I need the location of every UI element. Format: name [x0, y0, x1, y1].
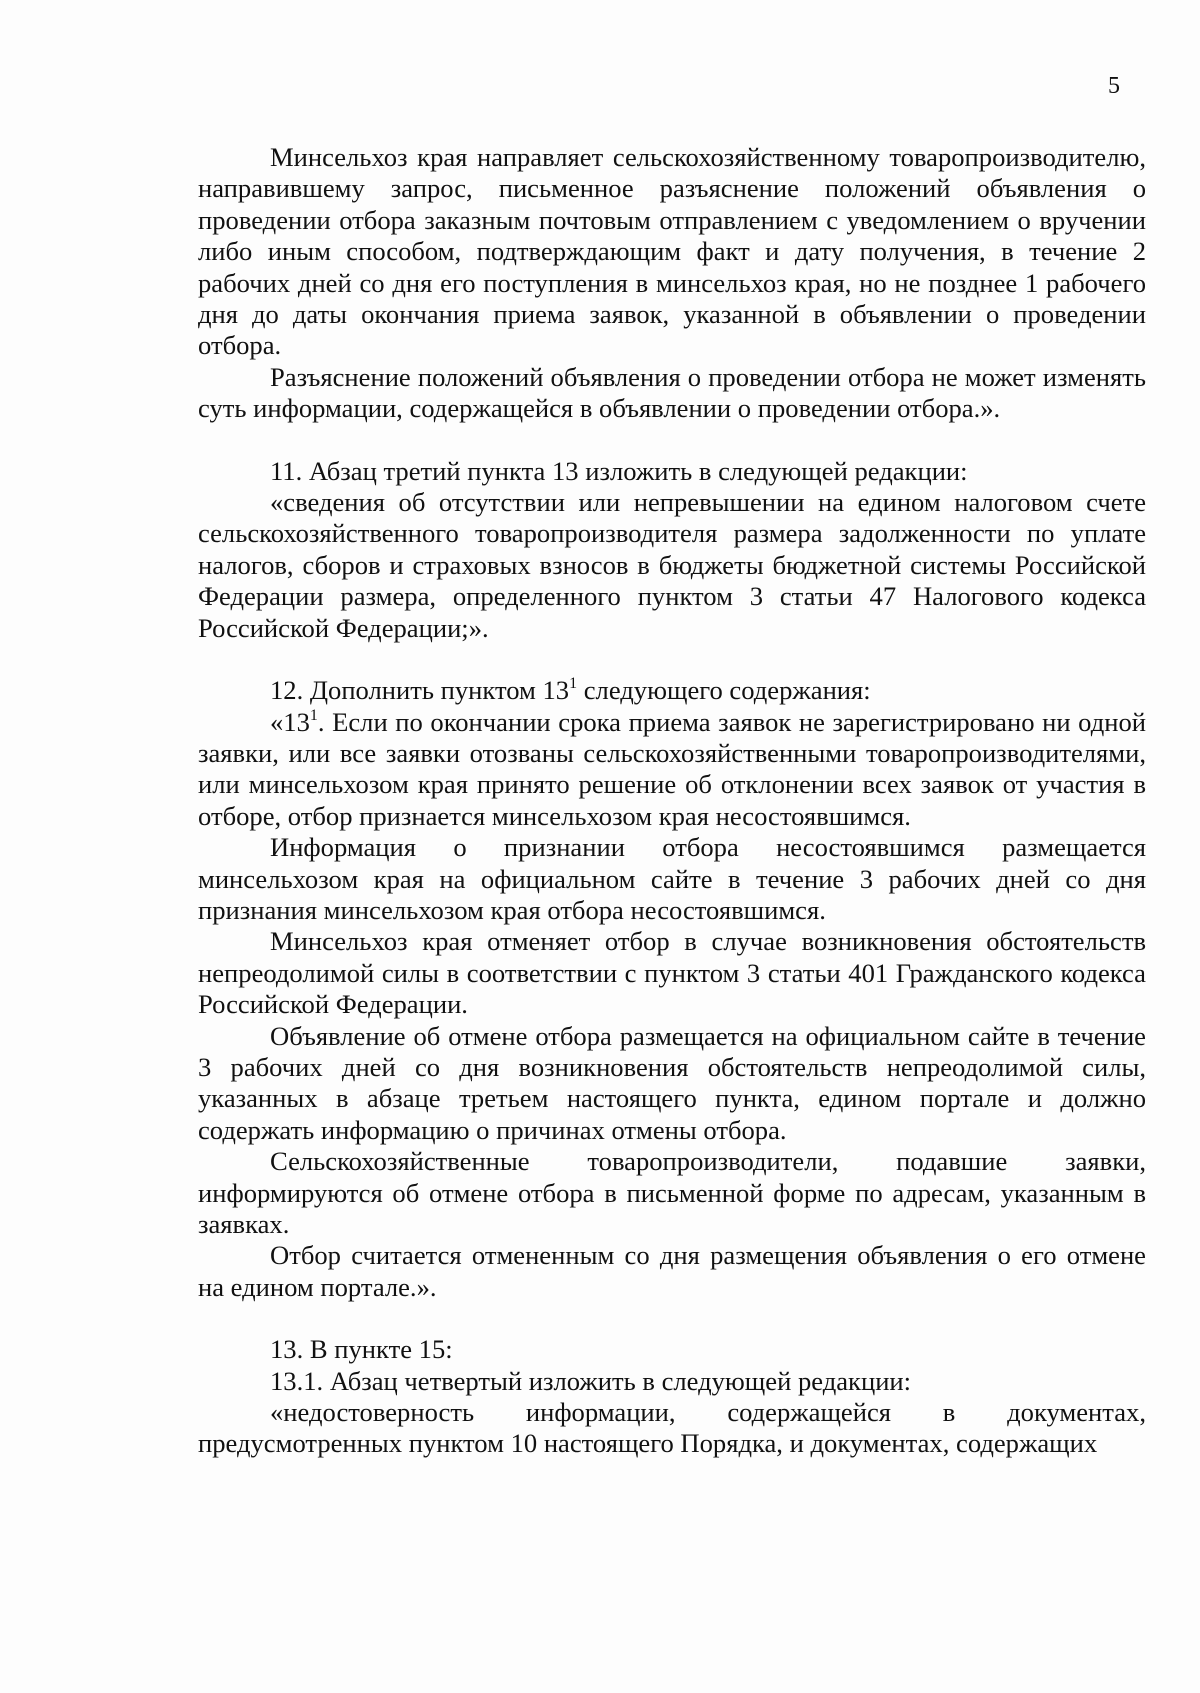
- paragraph: Отбор считается отмененным со дня размещения объявления о его отмене на едином портале.».: [198, 1240, 1146, 1302]
- paragraph: Объявление об отмене отбора размещается на официальном сайте в течение 3 рабочих дней со дня возникновения обстоятельств непреодолимой силы, указанных в абзаце третьем настоящего пункта, едином портале и должно содержать информацию о причинах отмены отбора.: [198, 1020, 1146, 1145]
- page-number: 5: [1108, 73, 1120, 99]
- text-run: 12. Дополнить пунктом 13: [270, 675, 570, 706]
- document-body: [198, 142, 1146, 1460]
- amendment-item-11: 11. Абзац третий пункта 13 изложить в следующей редакции:: [270, 455, 968, 486]
- amendment-item-12: [198, 675, 1146, 706]
- paragraph: «недостоверность информации, содержащейся в документах, предусмотренных пунктом 10 настоящего Порядка, и документах, содержащих: [198, 1397, 1146, 1459]
- superscript: 1: [569, 674, 578, 692]
- paragraph: Разъяснение положений объявления о проведении отбора не может изменять суть информации, содержащейся в объявлении о проведении отбора.».: [198, 361, 1146, 424]
- paragraph: Информация о признании отбора несостоявшимся размещается минсельхозом края на официальном сайте в течение 3 рабочих дней со дня признания минсельхозом края отбора несостоявшимся.: [198, 832, 1146, 925]
- superscript: 1: [309, 706, 318, 724]
- text-run: . Если по окончании срока приема заявок не зарегистрировано ни одной заявки, или все заявки отозваны сельскохозяйственными товаропроизводителями, или минсельхозом края принято решение об отклонении всех заявок от участия в отборе, отбор признается минсельхозом края несостоявшимся.: [198, 706, 1146, 831]
- paragraph: 13.1. Абзац четвертый изложить в следующей редакции:: [270, 1365, 912, 1396]
- text-run: следующего содержания:: [577, 675, 871, 706]
- amendment-item-13: 13. В пункте 15:: [270, 1334, 453, 1365]
- text-run: «13: [270, 706, 310, 737]
- paragraph: Минсельхоз края направляет сельскохозяйственному товаропроизводителю, направившему запрос, письменное разъяснение положений объявления о проведении отбора заказным почтовым отправлением с уведомлением о вручении либо иным способом, подтверждающим факт и дату получения, в течение 2 рабочих дней со дня его поступления в минсельхоз края, но не позднее 1 рабочего дня до даты окончания приема заявок, указанной в объявлении о проведении отбора.: [198, 142, 1146, 361]
- paragraph: Сельскохозяйственные товаропроизводители, подавшие заявки, информируются об отмене отбора в письменной форме по адресам, указанным в заявках.: [198, 1146, 1146, 1239]
- paragraph: Минсельхоз края отменяет отбор в случае возникновения обстоятельств непреодолимой силы в соответствии с пунктом 3 статьи 401 Гражданского кодекса Российской Федерации.: [198, 926, 1146, 1020]
- paragraph: «сведения об отсутствии или непревышении на едином налоговом счете сельскохозяйственного товаропроизводителя размера задолженности по уплате налогов, сборов и страховых взносов в бюджеты бюджетной системы Российской Федерации размера, определенного пунктом 3 статьи 47 Налогового кодекса Российской Федерации;».: [198, 487, 1146, 643]
- paragraph: [198, 707, 1146, 833]
